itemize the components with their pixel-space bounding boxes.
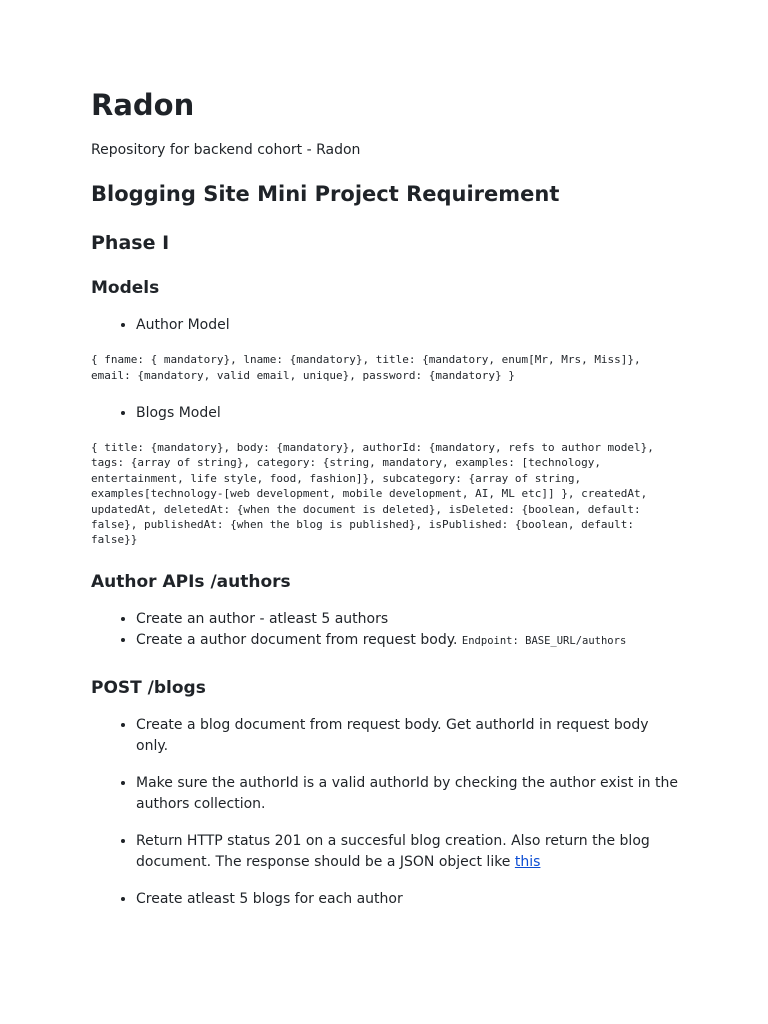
author-model-code-block: { fname: { mandatory}, lname: {mandatory}, title: {mandatory, enum[Mr, Mrs, Miss]}, email: {mandatory, valid email, unique}, password: {mandatory} } [91, 353, 641, 382]
this-link[interactable]: this [514, 854, 541, 871]
list-item-blogs-model: • Blogs Model [136, 403, 678, 424]
author-apis-list [91, 609, 678, 652]
author-model-list [91, 315, 678, 336]
post-blogs-heading: POST /blogs [91, 678, 206, 699]
repository-description: Repository for backend cohort - Radon [91, 141, 361, 158]
project-heading: Blogging Site Mini Project Requirement [91, 181, 560, 206]
list-item-author-model: • Author Model [136, 315, 678, 336]
list-item: • Create atleast 5 blogs for each author [136, 889, 678, 910]
phase-heading: Phase I [91, 232, 170, 255]
author-apis-heading: Author APIs /authors [91, 571, 291, 592]
list-item: • Create a blog document from request body. Get authorId in request body only. [136, 715, 678, 757]
list-item: • Make sure the authorId is a valid authorId by checking the author exist in the authors collection. [136, 773, 678, 815]
list-item [136, 630, 678, 652]
list-item: • Create an author - atleast 5 authors [136, 609, 678, 630]
blogs-model-code-block: { title: {mandatory}, body: {mandatory}, authorId: {mandatory, refs to author model}, tags: {array of string}, category: {string, mandatory, examples: [technology, entertainment, life style, food, fashion]}, subcategory: {array of string, examples[technology-[web development, mobile development, AI, ML etc]] }, createdAt, updatedAt, deletedAt: {when the document is deleted}, isDeleted: {boolean, default: false}, publishedAt: {when the blog is published}, isPublished: {boolean, default: false}} [91, 441, 654, 547]
post-blogs-list [91, 715, 678, 910]
models-heading: Models [91, 277, 160, 298]
endpoint-code: Endpoint: BASE_URL/authors [461, 635, 627, 648]
page-title: Radon [91, 88, 195, 122]
blogs-model-list [91, 403, 678, 424]
list-item-text: Create a author document from request body. [136, 632, 458, 649]
list-item [136, 831, 678, 873]
list-item-text: Return HTTP status 201 on a succesful blog creation. Also return the blog document. The response should be a JSON object like [136, 833, 650, 871]
